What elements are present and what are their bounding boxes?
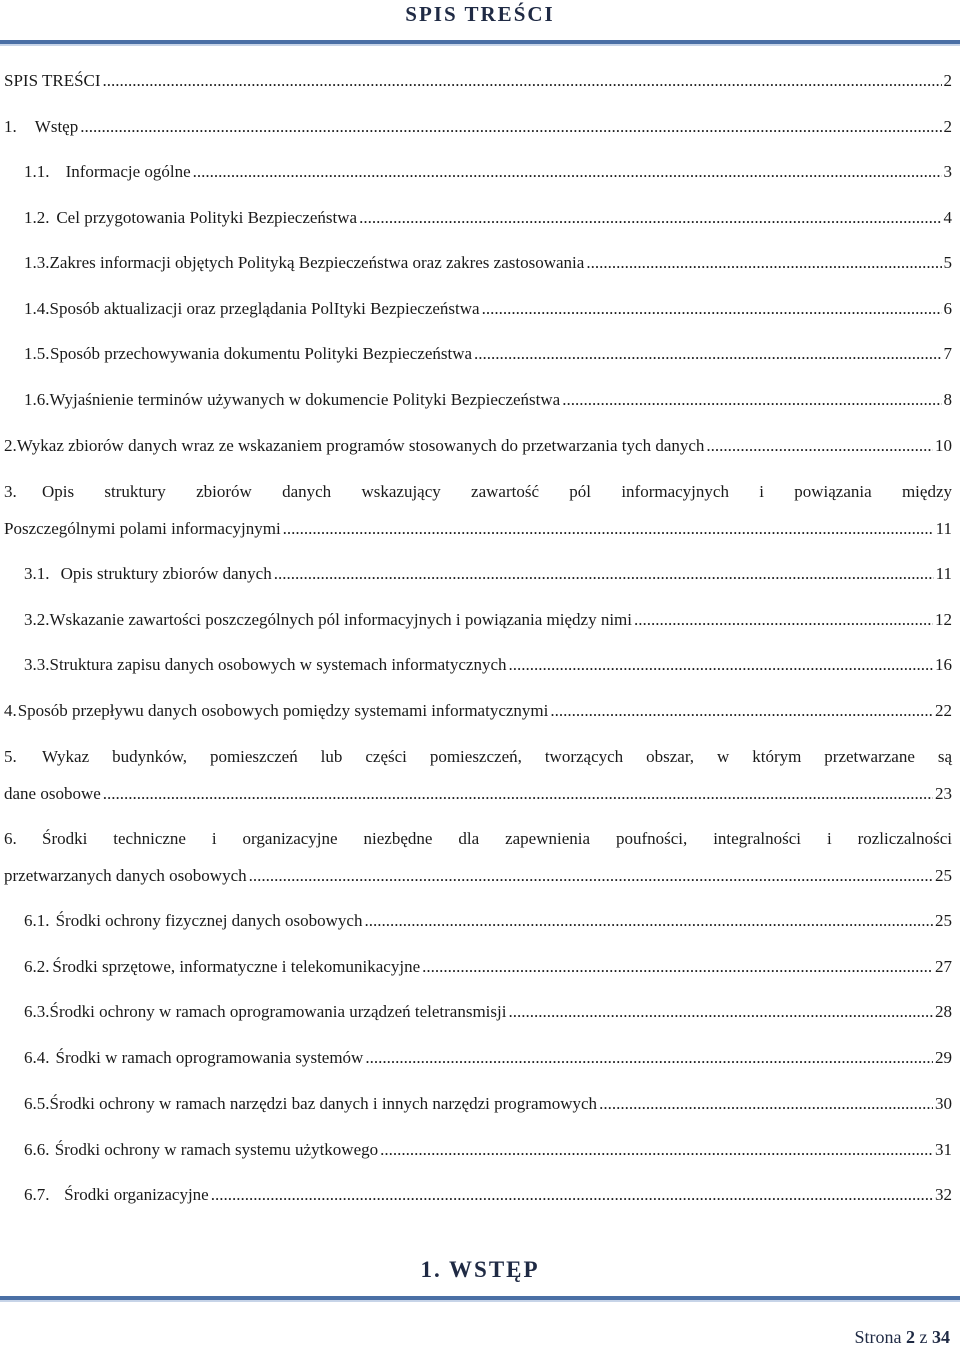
footer-total-pages: 34 [932,1327,950,1347]
toc-entry-6-3[interactable] [4,993,952,1030]
toc-page-number: 22 [935,701,952,720]
toc-page-number: 10 [935,436,952,455]
toc-entry-number: 6.3. [24,1002,50,1021]
toc-entry-number: 6.2. [24,957,50,976]
toc-leader-dots [380,1131,933,1168]
toc-page-number: 23 [935,784,952,803]
toc-entry-1[interactable] [4,108,952,145]
toc-leader-dots [634,601,933,638]
toc-leader-dots [482,290,942,327]
toc-entry-text-line2: przetwarzanych danych osobowych [4,866,247,885]
toc-leader-dots [274,555,934,592]
toc-page-number: 12 [935,610,952,629]
toc-leader-dots [474,335,941,372]
toc-entry-text: Wskazanie zawartości poszczególnych pól informacyjnych i powiązania między nimi [49,610,632,629]
toc-page-number: 3 [943,162,952,181]
toc-entry-1-4[interactable] [4,290,952,327]
toc-leader-dots [211,1176,933,1213]
toc-entry-number: 2. [4,436,17,455]
toc-entry-4[interactable] [4,692,952,729]
toc-leader-dots [599,1085,933,1122]
toc-entry-number: 1.3. [24,253,50,272]
toc-leader-dots [562,381,941,418]
toc-page-number: 11 [935,564,952,583]
toc-entry-text: Wyjaśnienie terminów używanych w dokumencie Polityki Bezpieczeństwa [49,390,561,409]
toc-entry-number: 3.3. [24,655,50,674]
toc-page-number: 11 [935,519,952,538]
toc-entry-text: Sposób przechowywania dokumentu Polityki Bezpieczeństwa [49,344,473,363]
toc-entry-text: Informacje ogólne [65,162,191,181]
toc-entry-text-line1: Wykaz budynków, pomieszczeń lub części pomieszczeń, tworzących obszar, w którym przetwarzane są [42,747,952,766]
toc-leader-dots [283,510,934,547]
toc-page-number: 7 [943,344,952,363]
toc-leader-dots [249,857,933,894]
toc-entry-text: Środki ochrony w ramach narzędzi baz danych i innych narzędzi programowych [49,1094,598,1113]
toc-entry-text: Środki ochrony w ramach oprogramowania urządzeń teletransmisji [49,1002,507,1021]
toc-entry-text-line2: dane osobowe [4,784,101,803]
toc-page-number: 2 [943,117,952,136]
toc-entry-text: Środki w ramach oprogramowania systemów [55,1048,364,1067]
section-heading: 1. WSTĘP [420,1257,540,1282]
toc-entry-text-line1: Opis struktury zbiorów danych wskazujący zawartość pól informacyjnych i powiązania między [42,482,952,501]
toc-entry-5[interactable] [4,738,952,812]
toc-leader-dots [365,1039,933,1076]
toc-entry-text: Cel przygotowania Polityki Bezpieczeństwa [56,208,358,227]
toc-entry-number: 5. [4,747,17,766]
toc-leader-dots [359,199,941,236]
toc-page-number: 28 [935,1002,952,1021]
toc-entry-1-3[interactable] [4,244,952,281]
toc-entry-6-2[interactable] [4,948,952,985]
toc-entry-number: 1.6. [24,390,50,409]
toc-page-number: 31 [935,1140,952,1159]
toc-entry-number: 6.1. [24,911,50,930]
toc-leader-dots [103,775,933,812]
toc-entry-1-2[interactable] [4,199,952,236]
toc-leader-dots [422,948,933,985]
toc-entry-text: Wykaz zbiorów danych wraz ze wskazaniem programów stosowanych do przetwarzania tych danych [16,436,705,455]
toc-entry-number: 6.7. [24,1185,50,1204]
toc-entry-text: Zakres informacji objętych Polityką Bezpieczeństwa oraz zakres zastosowania [49,253,585,272]
toc-entry-number: 6.5. [24,1094,50,1113]
toc-entry-3[interactable] [4,473,952,547]
toc-entry-number: 3.2. [24,610,50,629]
toc-page-number: 27 [935,957,952,976]
toc-leader-dots [80,108,941,145]
toc-entry-number: 3. [4,482,17,501]
toc-entry-3-1[interactable] [4,555,952,592]
toc-entry-number: 6.6. [24,1140,50,1159]
toc-entry-number: 3.1. [24,564,50,583]
toc-page-number: 8 [943,390,952,409]
toc-entry-text-line2: Poszczególnymi polami informacyjnymi [4,519,281,538]
toc-entry-text: Opis struktury zbiorów danych [60,564,272,583]
toc-entry-number: 1.1. [24,162,50,181]
toc-entry-text: Środki ochrony fizycznej danych osobowych [55,911,363,930]
toc-entry-1-6[interactable] [4,381,952,418]
toc-entry-1-5[interactable] [4,335,952,372]
toc-entry-6-5[interactable] [4,1085,952,1122]
toc-entry-text: SPIS TREŚCI [4,71,101,90]
toc-entry-6[interactable] [4,820,952,894]
toc-leader-dots [103,62,942,99]
toc-entry-text: Środki ochrony w ramach systemu użytkowego [54,1140,379,1159]
toc-page-number: 2 [943,71,952,90]
toc-entry-number: 1.5. [24,344,50,363]
toc-entry-3-2[interactable] [4,601,952,638]
toc-page-number: 29 [935,1048,952,1067]
toc-page-number: 6 [943,299,952,318]
toc-entry-6-7[interactable] [4,1176,952,1213]
toc-entry-text: Sposób aktualizacji oraz przeglądania PolItyki Bezpieczeństwa [49,299,480,318]
toc-entry-spis-tresci[interactable] [4,62,952,99]
toc-entry-3-3[interactable] [4,646,952,683]
toc-entry-6-6[interactable] [4,1131,952,1168]
toc-entry-number: 6. [4,829,17,848]
toc-page-number: 25 [935,866,952,885]
toc-leader-dots [364,902,933,939]
footer-current-page: 2 [906,1327,915,1347]
toc-page-number: 32 [935,1185,952,1204]
footer-label: Strona [854,1327,902,1347]
toc-leader-dots [193,153,942,190]
toc-leader-dots [706,427,933,464]
section-underline [0,1296,960,1302]
toc-entry-6-1[interactable] [4,902,952,939]
toc-entry-1-1[interactable] [4,153,952,190]
page-title: SPIS TREŚCI [405,2,555,26]
title-underline [0,40,960,46]
toc-page-number: 25 [935,911,952,930]
toc-entry-text: Struktura zapisu danych osobowych w systemach informatycznych [49,655,507,674]
toc-leader-dots [586,244,941,281]
toc-page-number: 16 [935,655,952,674]
toc-leader-dots [509,646,934,683]
toc-entry-2[interactable] [4,427,952,464]
toc-page-number: 5 [943,253,952,272]
toc-page-number: 30 [935,1094,952,1113]
toc-leader-dots [550,692,933,729]
toc-page-number: 4 [943,208,952,227]
toc-entry-text-line1: Środki techniczne i organizacyjne niezbędne dla zapewnienia poufności, integralności i rozliczalności [42,829,952,848]
toc-entry-number: 1.4. [24,299,50,318]
toc-entry-text: Środki sprzętowe, informatyczne i telekomunikacyjne [52,957,421,976]
page-footer [855,1327,951,1348]
toc-entry-number: 4. [4,701,17,720]
footer-separator: z [919,1327,928,1347]
toc-entry-number: 1.2. [24,208,50,227]
toc-entry-number: 1. [4,117,17,136]
toc-entry-text: Sposób przepływu danych osobowych pomiędzy systemami informatycznymi [17,701,549,720]
toc-entry-6-4[interactable] [4,1039,952,1076]
toc-entry-text: Wstęp [34,117,79,136]
toc-leader-dots [508,993,933,1030]
toc-entry-text: Środki organizacyjne [64,1185,209,1204]
toc-entry-number: 6.4. [24,1048,50,1067]
